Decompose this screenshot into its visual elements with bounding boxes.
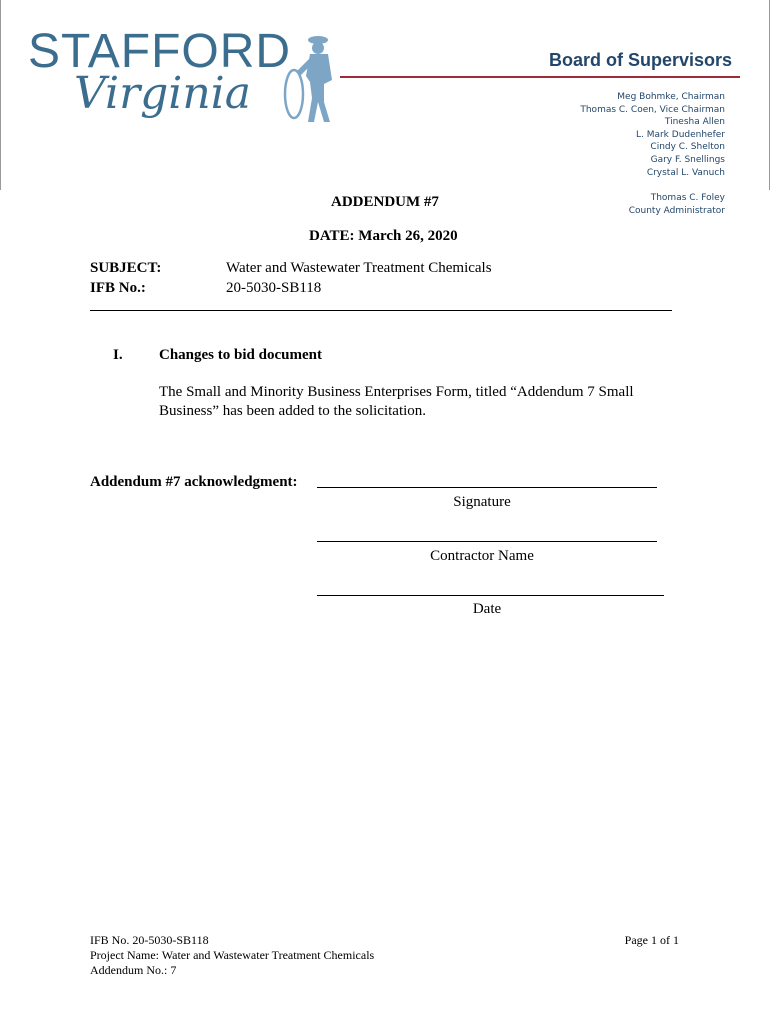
administrator-title: County Administrator bbox=[628, 205, 725, 216]
board-member: L. Mark Dudenhefer bbox=[635, 129, 725, 140]
logo-wordmark-virginia: Virginia bbox=[74, 68, 251, 119]
footer-addendum-number: Addendum No.: 7 bbox=[90, 963, 177, 977]
section-number: I. bbox=[113, 347, 123, 363]
footer-project-name: Project Name: Water and Wastewater Treatment Chemicals bbox=[90, 948, 375, 962]
colonial-figure-icon bbox=[280, 32, 340, 127]
page-footer bbox=[90, 933, 374, 978]
section-divider bbox=[90, 310, 672, 311]
subject-value: Water and Wastewater Treatment Chemicals bbox=[226, 260, 492, 276]
ifb-value: 20-5030-SB118 bbox=[226, 280, 322, 296]
acknowledgment-label: Addendum #7 acknowledgment: bbox=[90, 474, 298, 490]
signature-line[interactable] bbox=[317, 487, 657, 488]
page-number: Page 1 of 1 bbox=[624, 933, 679, 947]
board-title: Board of Supervisors bbox=[548, 50, 732, 70]
date-line[interactable] bbox=[317, 595, 664, 596]
county-logo bbox=[28, 25, 338, 128]
addendum-title: ADDENDUM #7 bbox=[331, 194, 439, 210]
header-accent-rule bbox=[340, 76, 740, 78]
contractor-name-caption: Contractor Name bbox=[430, 548, 534, 564]
contractor-name-line[interactable] bbox=[317, 541, 657, 542]
ifb-label: IFB No.: bbox=[90, 280, 146, 296]
footer-ifb: IFB No. 20-5030-SB118 bbox=[90, 933, 209, 947]
board-member: Tinesha Allen bbox=[664, 117, 725, 128]
board-member: Gary F. Snellings bbox=[650, 154, 725, 165]
signature-caption: Signature bbox=[453, 494, 511, 510]
date-caption: Date bbox=[472, 601, 502, 617]
section-body-line: The Small and Minority Business Enterprises Form, titled “Addendum 7 Small bbox=[159, 384, 634, 400]
board-member: Meg Bohmke, Chairman bbox=[617, 92, 725, 102]
section-title: Changes to bid document bbox=[159, 347, 322, 363]
addendum-date: DATE: March 26, 2020 bbox=[309, 228, 458, 244]
county-administrator bbox=[629, 192, 725, 217]
board-members-list bbox=[580, 91, 725, 179]
subject-label: SUBJECT: bbox=[90, 260, 162, 276]
board-member: Crystal L. Vanuch bbox=[646, 167, 725, 178]
administrator-name: Thomas C. Foley bbox=[650, 193, 725, 203]
board-member: Thomas C. Coen, Vice Chairman bbox=[580, 104, 725, 115]
section-body-line: Business” has been added to the solicitation. bbox=[159, 403, 427, 419]
page-edge-left bbox=[0, 0, 1, 190]
board-member: Cindy C. Shelton bbox=[650, 142, 725, 153]
logo-wordmark-stafford: STAFFORD bbox=[28, 25, 292, 78]
section-body bbox=[159, 383, 659, 421]
